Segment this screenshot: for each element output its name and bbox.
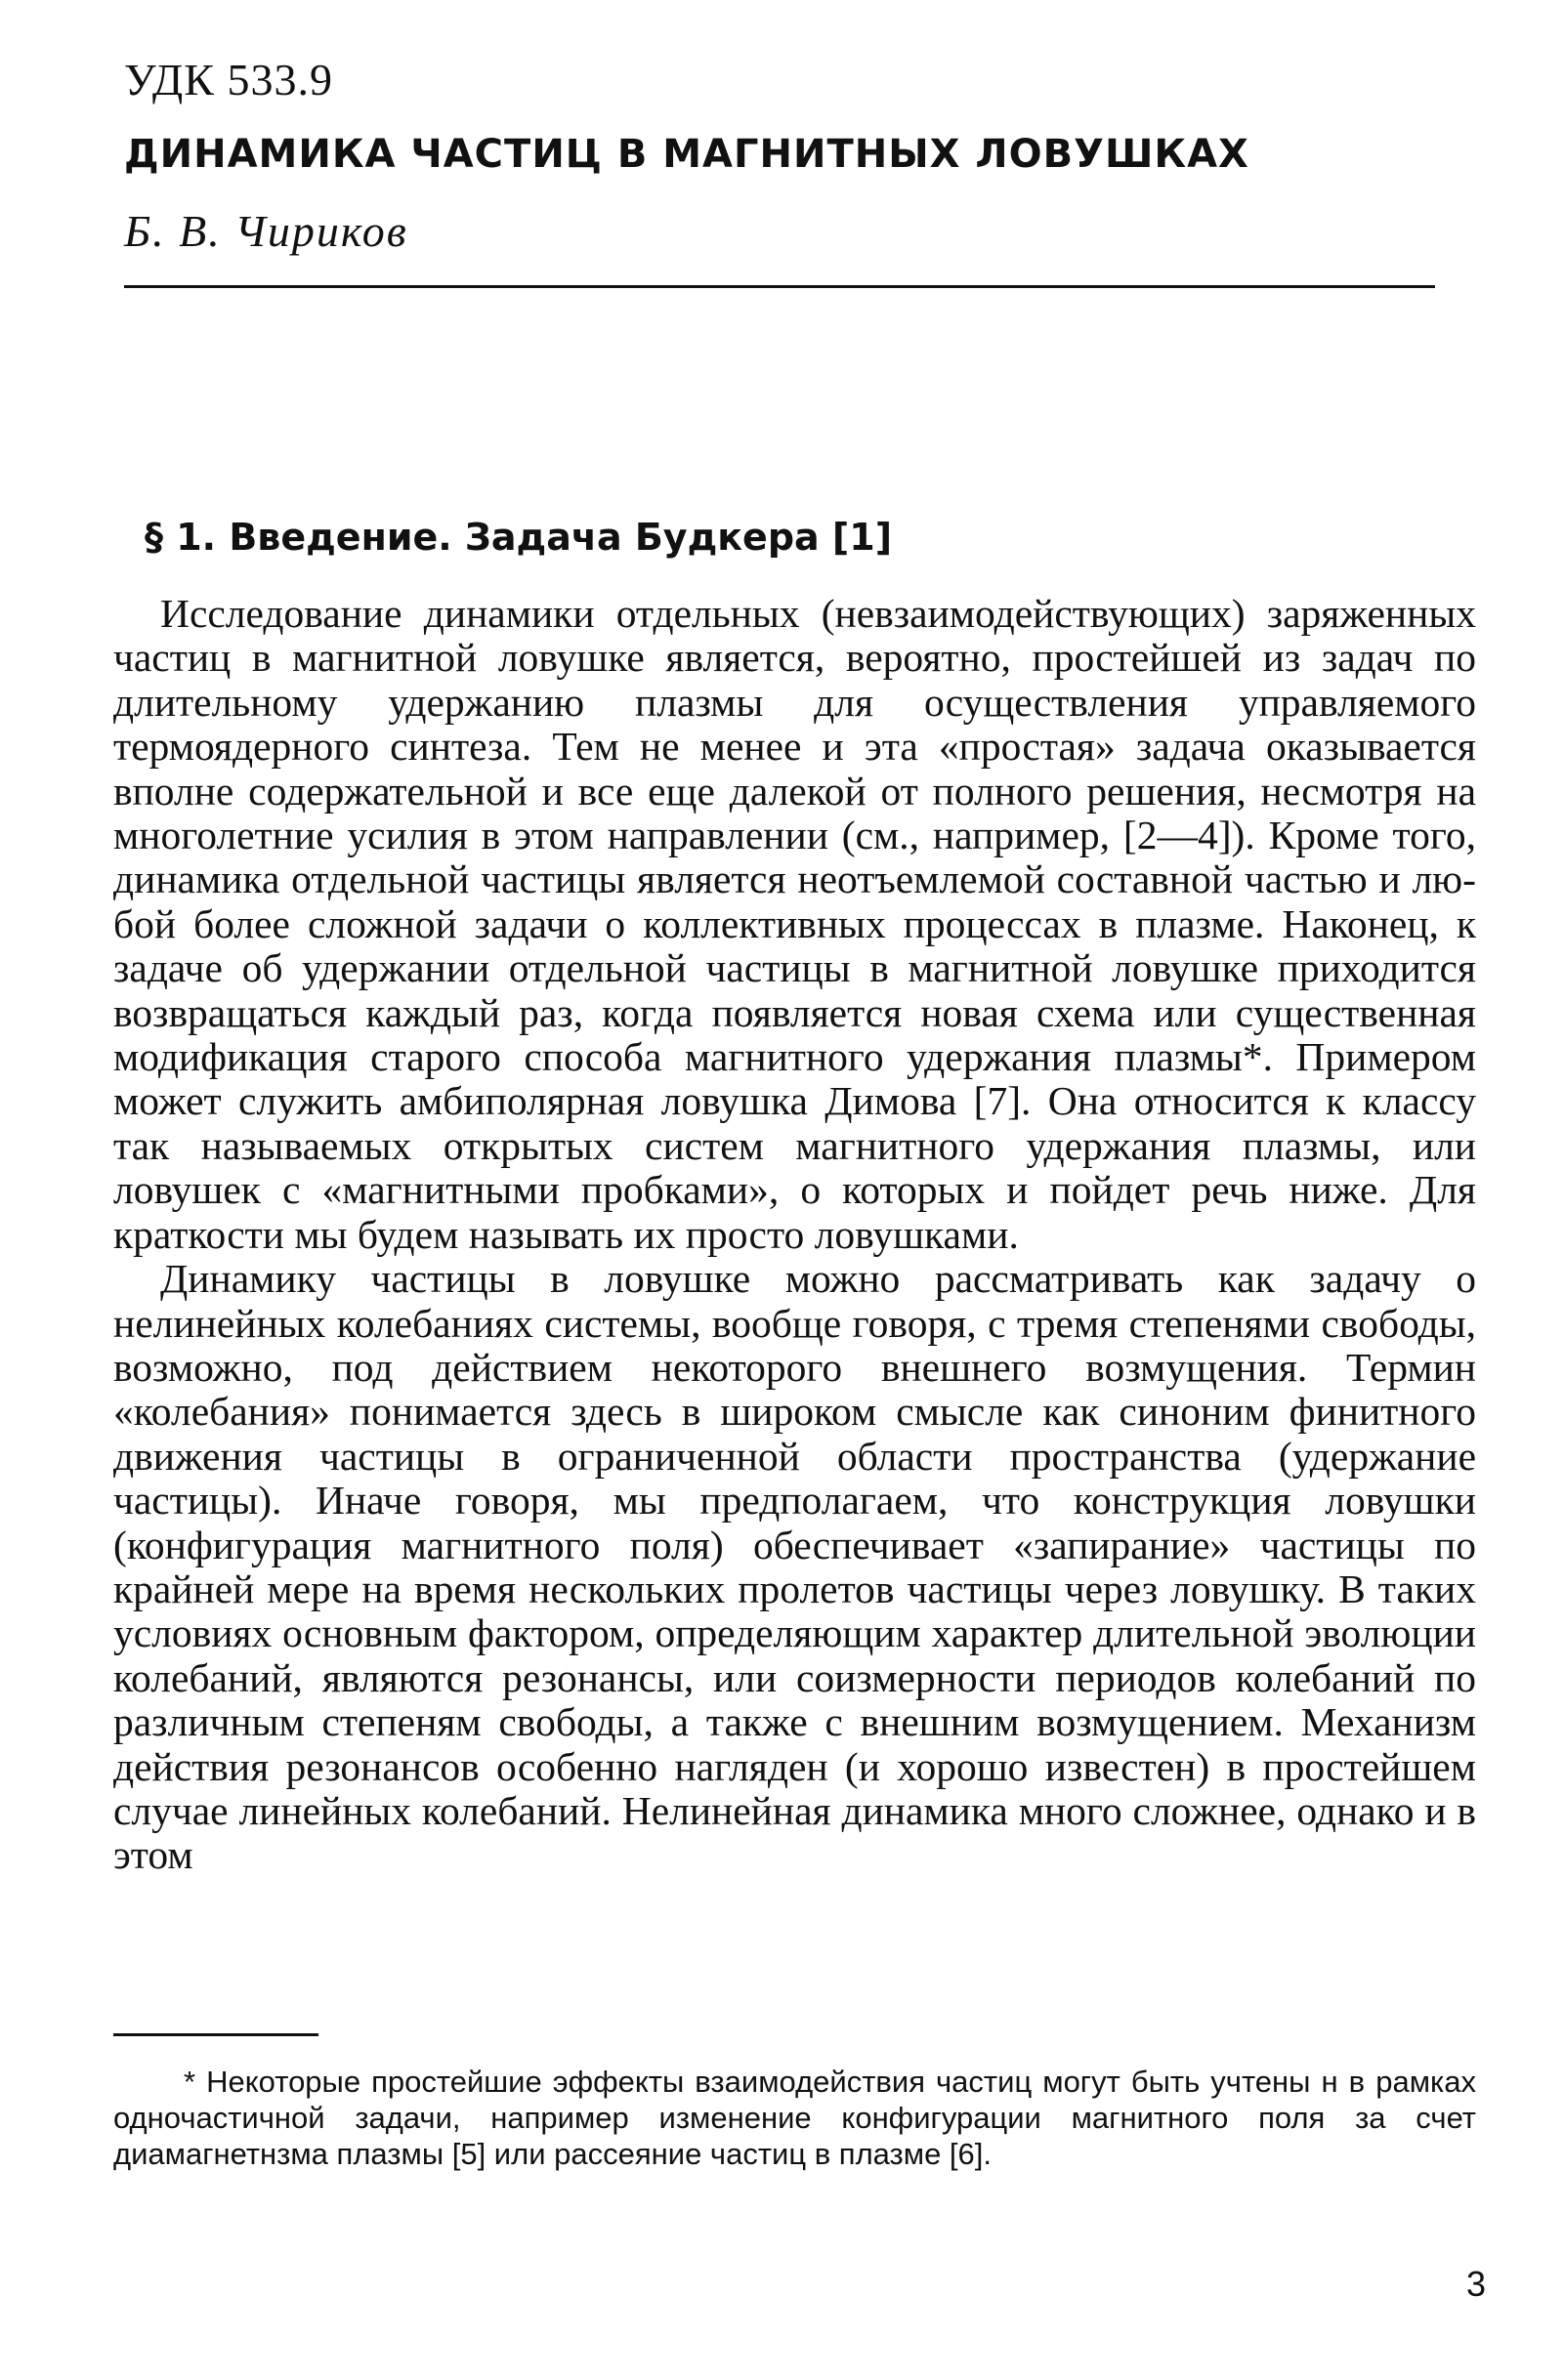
body-text (113, 592, 1476, 1878)
page-number: 3 (1465, 2264, 1486, 2304)
footnote-divider (113, 2033, 318, 2036)
author-name: Б. В. Чириков (124, 206, 408, 256)
footnote (113, 2064, 1476, 2172)
footnote-text: * Некоторые простейшие эффекты взаимодействия частиц могут быть учтены н в рамках одночастичной задачи, например изменение конфигурации магнитного поля за счет диамагнетнзма плазмы [5] или рассеяние частиц в плазме [6]. (113, 2065, 1476, 2171)
header-divider (124, 285, 1435, 288)
paragraph: Динамику частицы в ловушке можно рассматривать как задачу о нелинейных колебаниях системы, вообще говоря, с тремя степенями свободы, возможно, под действием некоторого внешнего возмущения. Термин «колебания» понимается здесь в широком смысле как синоним финитного движения частицы в ограниченной области пространства (удержание частицы). Иначе говоря, мы предполагаем, что конструкция ловушки (конфигурация магнитного поля) обеспечивает «запирание» частицы по крайней мере на время нескольких пролетов частицы через ловушку. В таких условиях основным фактором, определяющим характер длительной эволюции колебаний, являются резонансы, или соизмерности периодов колебаний по различным степеням свободы, а также с внешним возмущением. Механизм действия резонансов особенно нагляден (и хорошо известен) в простейшем случае линейных колебаний. Нелинейная динамика много сложнее, однако и в этом (113, 1256, 1476, 1878)
section-heading: § 1. Введение. Задача Будкера [1] (145, 516, 893, 559)
article-title: ДИНАМИКА ЧАСТИЦ В МАГНИТНЫХ ЛОВУШКАХ (124, 132, 1249, 177)
udk-code: УДК 533.9 (124, 55, 333, 104)
paragraph: Исследование динамики отдельных (невзаимодействующих) заряженных частиц в магнитной ловушке является, вероятно, простейшей из задач по длительному удержанию плазмы для осуществления управляемого термоядерного синтеза. Тем не менее и эта «простая» задача оказывается вполне содержательной и все еще далекой от полного решения, несмотря на многолетние усилия в этом направлении (см., например, [2—4]). Кроме того, динамика отдельной частицы является неотъемлемой составной частью и любой более сложной задачи о коллективных процессах в плазме. Наконец, к задаче об удержании отдельной частицы в магнитной ловушке приходится возвращаться каждый раз, когда появляется новая схема или существенная модификация старого способа магнитного удержания плазмы*. Примером может служить амбиполярная ловушка Димова [7]. Она относится к классу так называемых открытых систем магнитного удержания плазмы, или ловушек с «магнитными пробками», о которых и пойдет речь ниже. Для краткости мы будем называть их просто ловушками. (113, 591, 1476, 1257)
